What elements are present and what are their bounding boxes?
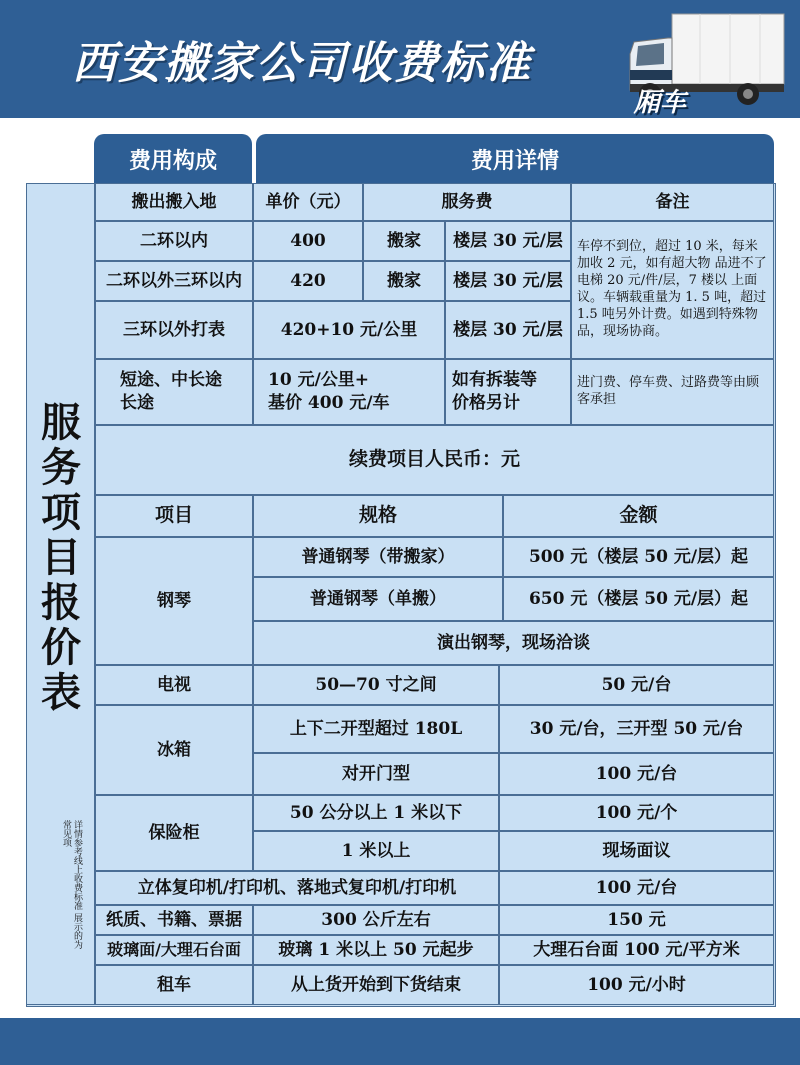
location-line: 长途 [120,393,154,413]
header-service: 服务费 [363,183,571,221]
piano-spec: 普通钢琴（带搬家） [253,537,503,577]
safe-spec: 1 米以上 [253,831,499,871]
truck-label: 厢车 [634,88,687,118]
floor-fee-cell: 楼层 30 元/层 [445,301,571,359]
long-distance-remark: 进门费、停车费、过路费等由顾客承担 [571,359,774,425]
fridge-spec: 对开门型 [253,753,499,795]
extra-header-amount: 金额 [503,495,774,537]
location-line: 短途、中长途 [120,370,222,391]
extra-heading: 续费项目人民币：元 [95,425,774,495]
fridge-spec: 上下二开型超过 180L [253,705,499,753]
price-line: 基价 400 元/车 [268,393,390,413]
extra-header-item: 项目 [95,495,253,537]
service-line: 如有拆装等 [452,370,537,391]
price-cell: 420+10 元/公里 [253,301,445,359]
price-cell: 400 [253,221,363,261]
piano-amount: 500 元（楼层 50 元/层）起 [503,537,774,577]
tab-composition: 费用构成 [94,134,252,184]
tv-item: 电视 [95,665,253,705]
price-cell: 420 [253,261,363,301]
remark-cell: 车停不到位，超过 10 米，每米加收 2 元，如有超大物 品进不了电梯 20 元/件/层，7 楼以 上面议。车辆载重量为 1. 5 吨，超过 1.5 吨另外计费。如遇到特殊物品，现场协商。 [571,221,774,359]
copier-amount: 100 元/台 [499,871,774,905]
glass-spec: 玻璃 1 米以上 50 元起步 [253,935,499,965]
location-cell: 二环以外三环以内 [95,261,253,301]
floor-fee-cell: 楼层 30 元/层 [445,261,571,301]
tv-amount: 50 元/台 [499,665,774,705]
header-remark: 备注 [571,183,774,221]
fridge-item: 冰箱 [95,705,253,795]
concert-piano-note: 演出钢琴，现场洽谈 [253,621,774,665]
price-line: 10 元/公里+ [268,370,370,391]
rental-item: 租车 [95,965,253,1005]
location-cell: 二环以内 [95,221,253,261]
paper-item: 纸质、书籍、票据 [95,905,253,935]
service-line: 价格另计 [452,393,520,413]
header-price: 单价（元） [253,183,363,221]
rental-amount: 100 元/小时 [499,965,774,1005]
tab-details: 费用详情 [256,134,774,184]
piano-item: 钢琴 [95,537,253,665]
tv-spec: 50—70 寸之间 [253,665,499,705]
long-distance-service [445,359,571,425]
safe-item: 保险柜 [95,795,253,871]
piano-amount: 650 元（楼层 50 元/层）起 [503,577,774,621]
footer-band [0,1018,800,1065]
fridge-amount: 100 元/台 [499,753,774,795]
safe-spec: 50 公分以上 1 米以下 [253,795,499,831]
service-type-cell: 搬家 [363,221,445,261]
floor-fee-cell: 楼层 30 元/层 [445,221,571,261]
page-title: 西安搬家公司收费标准 [72,38,532,89]
safe-amount: 100 元/个 [499,795,774,831]
piano-spec: 普通钢琴（单搬） [253,577,503,621]
side-note: 详情参考线上收费标准 展示的为常见项 [61,820,82,949]
side-title: 服务项目报价表 [41,399,81,716]
extra-header-spec: 规格 [253,495,503,537]
paper-spec: 300 公斤左右 [253,905,499,935]
paper-amount: 150 元 [499,905,774,935]
safe-amount: 现场面议 [499,831,774,871]
glass-item: 玻璃面/大理石台面 [95,935,253,965]
rental-spec: 从上货开始到下货结束 [253,965,499,1005]
long-distance-location [95,359,253,425]
service-type-cell: 搬家 [363,261,445,301]
header-location: 搬出搬入地 [95,183,253,221]
location-cell: 三环以外打表 [95,301,253,359]
long-distance-price [253,359,445,425]
copier-item: 立体复印机/打印机、落地式复印机/打印机 [95,871,499,905]
fridge-amount: 30 元/台，三开型 50 元/台 [499,705,774,753]
glass-amount: 大理石台面 100 元/平方米 [499,935,774,965]
